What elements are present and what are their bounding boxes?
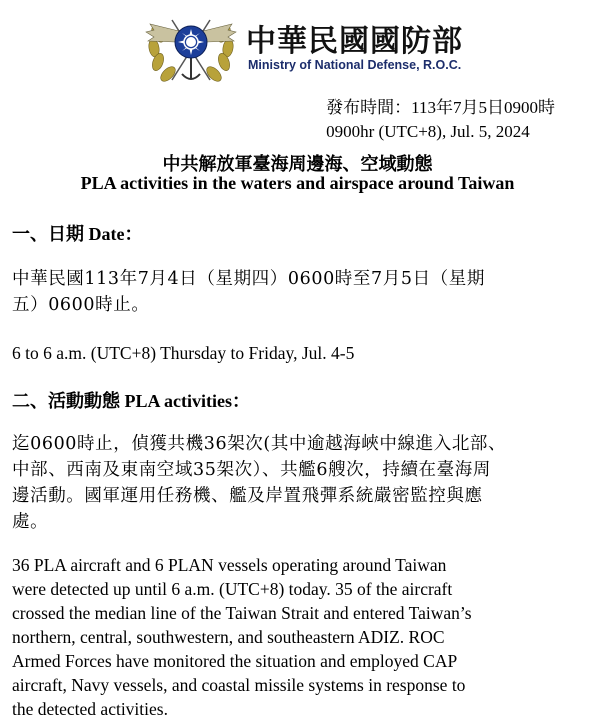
paragraph-line: northern, central, southwestern, and southeastern ADIZ. ROC: [12, 627, 445, 647]
document-title-en: PLA activities in the waters and airspace around Taiwan: [80, 173, 515, 193]
ministry-name-zh: 中華民國國防部: [246, 24, 463, 59]
paragraph-line: 處。: [12, 512, 49, 532]
paragraph-line: crossed the median line of the Taiwan Strait and entered Taiwan’s: [12, 603, 472, 623]
paragraph-line: were detected up until 6 a.m. (UTC+8) today. 35 of the aircraft: [12, 579, 453, 599]
ministry-name-en: Ministry of National Defense, R.O.C.: [248, 58, 462, 72]
paragraph-line: 中華民國113年7月4日（星期四）0600時至7月5日（星期: [12, 269, 485, 289]
section-activities-heading: 二、活動動態 PLA activities：: [12, 391, 250, 411]
section-date-en: 6 to 6 a.m. (UTC+8) Thursday to Friday, Jul. 4-5: [12, 343, 355, 363]
section-activities-zh: [12, 431, 587, 535]
paragraph-line: aircraft, Navy vessels, and coastal missile systems in response to: [12, 675, 466, 695]
paragraph-line: 五）0600時止。: [12, 295, 150, 315]
letterhead: [0, 0, 595, 90]
paragraph-line: the detected activities.: [12, 699, 168, 719]
mnd-emblem-icon: [136, 4, 246, 90]
release-time-zh: 發布時間：113年7月5日0900時: [326, 98, 555, 117]
section-date-heading: 一、日期 Date：: [12, 224, 143, 244]
paragraph-line: 迄0600時止，偵獲共機36架次(其中逾越海峽中線進入北部、: [12, 434, 507, 454]
paragraph-line: 邊活動。國軍運用任務機、艦及岸置飛彈系統嚴密監控與應: [12, 486, 483, 506]
release-time-en: 0900hr (UTC+8), Jul. 5, 2024: [326, 122, 530, 141]
paragraph-line: 中部、西南及東南空域35架次）、共艦6艘次，持續在臺海周: [12, 460, 491, 480]
section-date-zh: [12, 266, 587, 318]
document-title-zh: 中共解放軍臺海周邊海、空域動態: [162, 154, 433, 175]
paragraph-line: Armed Forces have monitored the situation and employed CAP: [12, 651, 458, 671]
paragraph-line: 36 PLA aircraft and 6 PLAN vessels operating around Taiwan: [12, 555, 447, 575]
release-time: [326, 96, 555, 144]
section-activities-en: [12, 553, 587, 721]
